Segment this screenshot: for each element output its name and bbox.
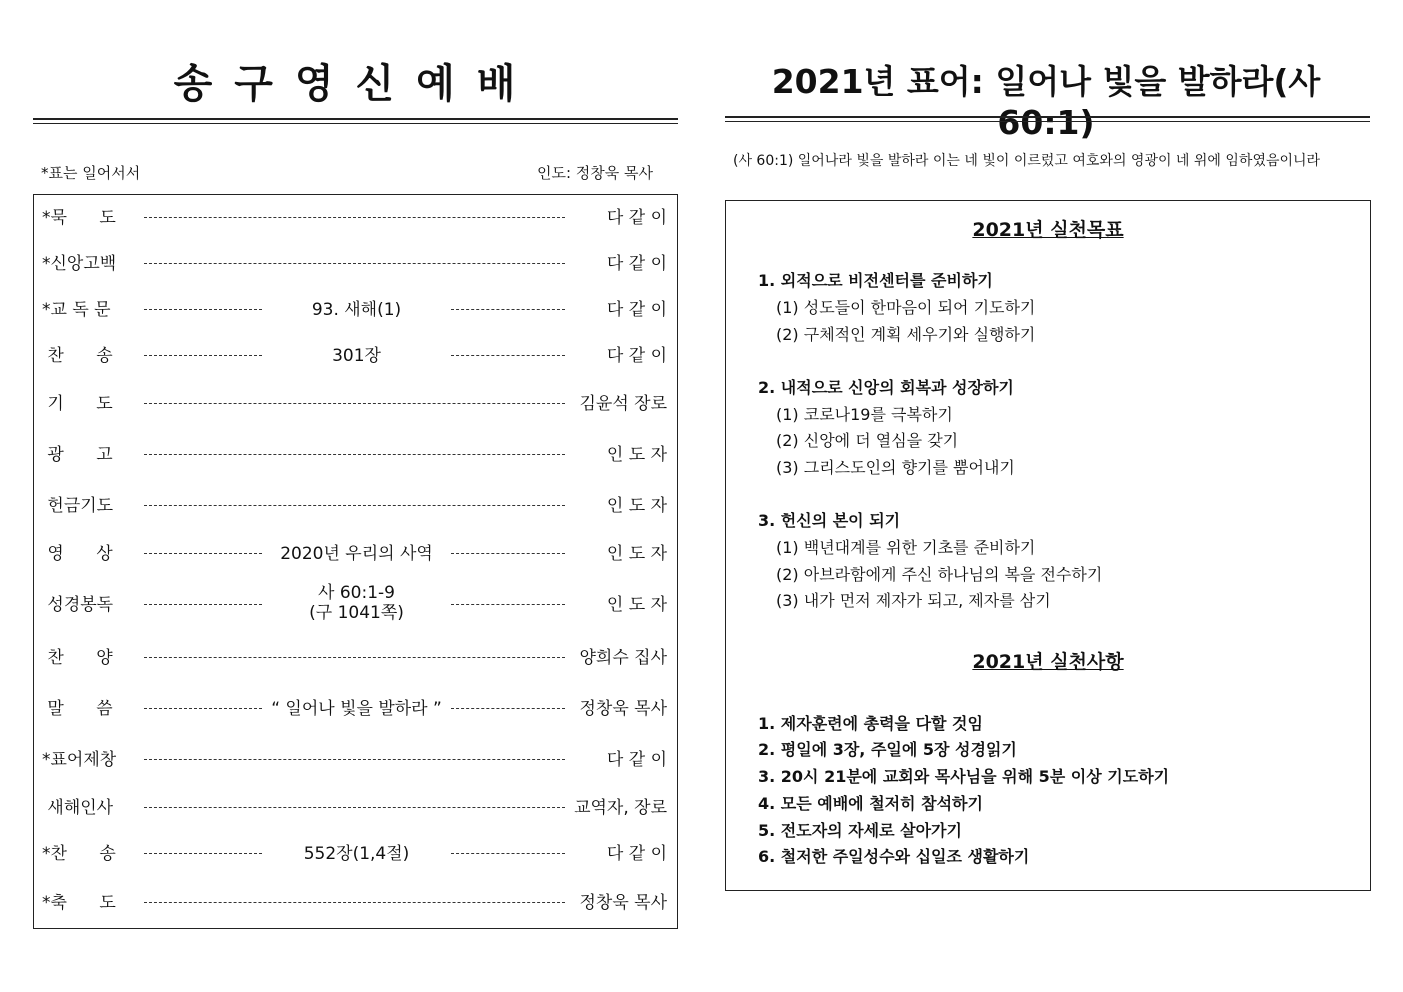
order-row xyxy=(34,883,677,923)
order-row xyxy=(34,585,677,625)
dotted-leader xyxy=(144,902,565,903)
title-divider xyxy=(33,118,678,120)
dotted-leader xyxy=(451,708,565,709)
order-label: 영 상 xyxy=(42,544,113,564)
order-row xyxy=(34,198,677,238)
motto-verse: (사 60:1) 일어나라 빛을 발하라 이는 네 빛이 이르렀고 여호와의 영광이 네 위에 임하였음이니라 xyxy=(733,153,1321,169)
order-person: 인 도 자 xyxy=(606,544,667,564)
order-detail: 93. 새해(1) xyxy=(311,300,402,320)
dotted-leader xyxy=(144,355,262,356)
order-person: 다 같 이 xyxy=(606,208,667,228)
dotted-leader xyxy=(144,604,262,605)
goal-item: (1) 백년대계를 위한 기초를 준비하기 xyxy=(776,538,1036,557)
order-label: 기 도 xyxy=(42,394,113,414)
dotted-leader xyxy=(144,454,565,455)
order-label: 광 고 xyxy=(42,445,113,465)
order-label: 말 씀 xyxy=(42,699,113,719)
dotted-leader xyxy=(144,505,565,506)
order-person: 다 같 이 xyxy=(606,300,667,320)
order-person: 다 같 이 xyxy=(606,844,667,864)
order-detail: 552장(1,4절) xyxy=(303,844,410,864)
goal-item: (2) 신앙에 더 열심을 갖기 xyxy=(776,431,959,450)
goal-item: (2) 아브라함에게 주신 하나님의 복을 전수하기 xyxy=(776,565,1103,584)
order-person: 교역자, 장로 xyxy=(574,798,667,818)
order-person: 인 도 자 xyxy=(606,496,667,516)
service-title: 송구영신예배 xyxy=(173,61,538,107)
practices-heading: 2021년 실천사항 xyxy=(972,651,1124,673)
order-row xyxy=(34,384,677,424)
order-row xyxy=(34,638,677,678)
order-row xyxy=(34,740,677,780)
dotted-leader xyxy=(144,657,565,658)
order-label: 성경봉독 xyxy=(42,595,114,615)
motto-title: 2021년 표어: 일어나 빛을 발하라(사 60:1) xyxy=(771,62,1321,142)
order-person: 인 도 자 xyxy=(606,595,667,615)
order-row xyxy=(34,336,677,376)
goal-item: (3) 내가 먼저 제자가 되고, 제자를 삼기 xyxy=(776,591,1051,610)
title-divider-inner xyxy=(33,123,678,124)
dotted-leader xyxy=(144,217,565,218)
goal-item: (1) 성도들이 한마음이 되어 기도하기 xyxy=(776,298,1036,317)
scripture-page: (구 1041쪽) xyxy=(309,603,404,623)
practice-item: 2. 평일에 3장, 주일에 5장 성경읽기 xyxy=(758,740,1017,759)
order-person: 양희수 집사 xyxy=(579,648,667,668)
order-of-worship xyxy=(33,194,678,929)
order-row xyxy=(34,244,677,284)
order-row xyxy=(34,834,677,874)
dotted-leader xyxy=(451,853,565,854)
order-row xyxy=(34,486,677,526)
goal-item: (3) 그리스도인의 향기를 뿜어내기 xyxy=(776,458,1015,477)
goal-item: (2) 구체적인 계획 세우기와 실행하기 xyxy=(776,325,1036,344)
dotted-leader xyxy=(144,553,262,554)
dotted-leader xyxy=(451,553,565,554)
order-person: 다 같 이 xyxy=(606,254,667,274)
goal-item: (1) 코로나19를 극복하기 xyxy=(776,405,953,424)
leader-label: 인도: 정창욱 목사 xyxy=(537,164,654,182)
order-person: 김윤석 장로 xyxy=(579,394,667,414)
order-label: *신앙고백 xyxy=(42,254,117,274)
order-detail: 301장 xyxy=(332,346,381,366)
order-row xyxy=(34,290,677,330)
order-row xyxy=(34,689,677,729)
dotted-leader xyxy=(144,853,262,854)
order-label: *교 독 문 xyxy=(42,300,111,320)
order-row xyxy=(34,788,677,828)
dotted-leader xyxy=(451,355,565,356)
order-person: 다 같 이 xyxy=(606,750,667,770)
goal-title: 3. 헌신의 본이 되기 xyxy=(758,511,901,530)
order-detail: “ 일어나 빛을 발하라 ” xyxy=(271,699,442,719)
dotted-leader xyxy=(144,309,262,310)
goal-title: 1. 외적으로 비전센터를 준비하기 xyxy=(758,271,993,290)
order-label: *묵 도 xyxy=(42,208,116,228)
order-label: 찬 양 xyxy=(42,648,113,668)
order-detail: 2020년 우리의 사역 xyxy=(280,544,433,564)
dotted-leader xyxy=(144,263,565,264)
order-label: *찬 송 xyxy=(42,844,116,864)
order-row xyxy=(34,435,677,475)
motto-divider-inner xyxy=(725,121,1370,122)
order-person: 정창욱 목사 xyxy=(579,893,667,913)
goals-heading: 2021년 실천목표 xyxy=(972,219,1124,241)
order-row xyxy=(34,534,677,574)
goal-title: 2. 내적으로 신앙의 회복과 성장하기 xyxy=(758,378,1014,397)
practice-item: 1. 제자훈련에 총력을 다할 것임 xyxy=(758,714,983,733)
dotted-leader xyxy=(144,807,565,808)
order-person: 정창욱 목사 xyxy=(579,699,667,719)
dotted-leader xyxy=(144,708,262,709)
practice-item: 5. 전도자의 자세로 살아가기 xyxy=(758,821,962,840)
practice-item: 3. 20시 21분에 교회와 목사님을 위해 5분 이상 기도하기 xyxy=(758,767,1170,786)
standing-note: *표는 일어서서 xyxy=(41,164,141,182)
goals-box xyxy=(725,200,1371,891)
dotted-leader xyxy=(144,403,565,404)
order-label: 찬 송 xyxy=(42,346,113,366)
order-person: 다 같 이 xyxy=(606,346,667,366)
dotted-leader xyxy=(451,309,565,310)
order-label: *축 도 xyxy=(42,893,116,913)
order-label: *표어제창 xyxy=(42,750,117,770)
practice-item: 6. 철저한 주일성수와 십일조 생활하기 xyxy=(758,847,1030,866)
order-label: 새해인사 xyxy=(42,798,114,818)
scripture-ref: 사 60:1-9 xyxy=(318,583,395,603)
motto-divider xyxy=(725,116,1370,118)
dotted-leader xyxy=(144,759,565,760)
order-label: 헌금기도 xyxy=(42,496,114,516)
order-person: 인 도 자 xyxy=(606,445,667,465)
dotted-leader xyxy=(451,604,565,605)
practice-item: 4. 모든 예배에 철저히 참석하기 xyxy=(758,794,983,813)
order-detail xyxy=(262,583,451,623)
